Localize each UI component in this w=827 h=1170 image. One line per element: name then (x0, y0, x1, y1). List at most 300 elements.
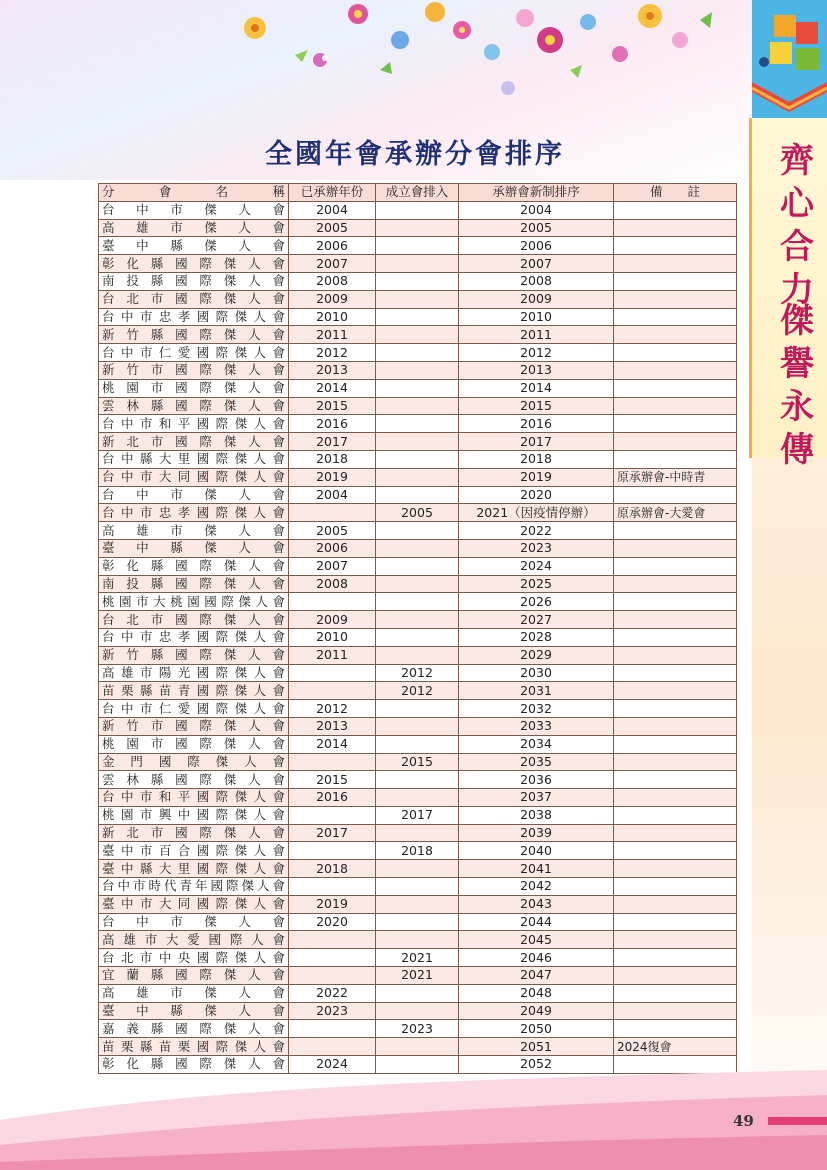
table-row (99, 255, 737, 273)
cell-new-order: 2045 (459, 931, 614, 949)
cell-new-order: 2027 (459, 611, 614, 629)
cell-note (614, 913, 737, 931)
cell-held-year: 2017 (289, 433, 376, 451)
table-row (99, 664, 737, 682)
cell-new-order: 2030 (459, 664, 614, 682)
cell-new-order: 2046 (459, 949, 614, 967)
table-row (99, 771, 737, 789)
cell-new-order: 2004 (459, 201, 614, 219)
cell-note (614, 219, 737, 237)
cell-note (614, 557, 737, 575)
cell-branch-name: 台中市忠孝國際傑人會 (99, 504, 289, 522)
table-row (99, 219, 737, 237)
cell-held-year: 2010 (289, 308, 376, 326)
cell-held-year (289, 593, 376, 611)
cell-held-year: 2019 (289, 895, 376, 913)
cell-held-year: 2015 (289, 397, 376, 415)
cell-founded (376, 486, 459, 504)
cell-founded (376, 717, 459, 735)
cell-note (614, 344, 737, 362)
cell-new-order: 2043 (459, 895, 614, 913)
cell-held-year: 2006 (289, 237, 376, 255)
cell-founded (376, 361, 459, 379)
cell-held-year: 2018 (289, 450, 376, 468)
cell-branch-name: 新竹縣國際傑人會 (99, 326, 289, 344)
cell-founded (376, 219, 459, 237)
cell-held-year: 2008 (289, 575, 376, 593)
cell-founded (376, 344, 459, 362)
cell-branch-name: 金門國際傑人會 (99, 753, 289, 771)
cell-note (614, 201, 737, 219)
cell-held-year (289, 682, 376, 700)
cell-held-year: 2023 (289, 1002, 376, 1020)
cell-note (614, 628, 737, 646)
cell-founded (376, 397, 459, 415)
table-row (99, 522, 737, 540)
side-title-top: 齊 心 合 力 (780, 141, 814, 310)
cell-founded: 2012 (376, 682, 459, 700)
cell-new-order: 2052 (459, 1056, 614, 1074)
cell-branch-name: 台 中 市 傑 人 會 (99, 913, 289, 931)
cell-new-order: 2016 (459, 415, 614, 433)
table-row (99, 1002, 737, 1020)
table-row (99, 433, 737, 451)
cell-founded (376, 326, 459, 344)
cell-branch-name: 臺 中 縣 傑 人 會 (99, 1002, 289, 1020)
cell-branch-name: 台中縣大里國際傑人會 (99, 450, 289, 468)
cell-founded: 2005 (376, 504, 459, 522)
cell-held-year (289, 504, 376, 522)
cell-new-order: 2026 (459, 593, 614, 611)
table-row (99, 468, 737, 486)
table-row (99, 290, 737, 308)
cell-new-order: 2033 (459, 717, 614, 735)
cell-note (614, 575, 737, 593)
table-row (99, 682, 737, 700)
cell-founded (376, 735, 459, 753)
cell-new-order: 2048 (459, 984, 614, 1002)
cell-note (614, 646, 737, 664)
cell-new-order: 2028 (459, 628, 614, 646)
cell-branch-name: 臺 中 縣 傑 人 會 (99, 237, 289, 255)
cell-new-order: 2017 (459, 433, 614, 451)
cell-founded (376, 895, 459, 913)
cell-new-order: 2020 (459, 486, 614, 504)
cell-founded (376, 308, 459, 326)
cell-held-year: 2016 (289, 789, 376, 807)
cell-branch-name: 南投縣國際傑人會 (99, 272, 289, 290)
table-row (99, 789, 737, 807)
cell-held-year (289, 664, 376, 682)
cell-new-order: 2023 (459, 539, 614, 557)
table-row (99, 913, 737, 931)
cell-new-order: 2040 (459, 842, 614, 860)
cell-note (614, 290, 737, 308)
cell-held-year (289, 967, 376, 985)
cell-note (614, 949, 737, 967)
cell-held-year: 2013 (289, 361, 376, 379)
cell-held-year: 2004 (289, 201, 376, 219)
side-title-bottom: 傑 譽 永 傳 (780, 301, 814, 470)
cell-note (614, 255, 737, 273)
cell-branch-name: 高 雄 市 傑 人 會 (99, 984, 289, 1002)
cell-note (614, 895, 737, 913)
cell-founded (376, 789, 459, 807)
table-row (99, 611, 737, 629)
cell-branch-name: 台 中 市 傑 人 會 (99, 201, 289, 219)
cell-new-order: 2035 (459, 753, 614, 771)
table-row (99, 878, 737, 896)
table-row (99, 504, 737, 522)
cell-founded (376, 255, 459, 273)
table-row (99, 593, 737, 611)
cell-note (614, 593, 737, 611)
cell-founded: 2017 (376, 806, 459, 824)
cell-branch-name: 新北市國際傑人會 (99, 824, 289, 842)
cell-branch-name: 彰化縣國際傑人會 (99, 557, 289, 575)
cell-founded (376, 860, 459, 878)
cell-held-year: 2020 (289, 913, 376, 931)
cell-held-year (289, 878, 376, 896)
flower-decoration (230, 0, 750, 110)
cell-note (614, 611, 737, 629)
cell-branch-name: 台中市大同國際傑人會 (99, 468, 289, 486)
cell-new-order: 2036 (459, 771, 614, 789)
cell-new-order: 2012 (459, 344, 614, 362)
cell-held-year: 2011 (289, 646, 376, 664)
cell-founded: 2018 (376, 842, 459, 860)
cell-note (614, 682, 737, 700)
cell-held-year: 2005 (289, 219, 376, 237)
cell-held-year: 2015 (289, 771, 376, 789)
cell-note (614, 237, 737, 255)
page-number: 49 (733, 1112, 754, 1130)
header-note: 備 註 (614, 184, 737, 202)
puzzle-decoration (752, 0, 827, 120)
table-row (99, 717, 737, 735)
cell-branch-name: 台北市中央國際傑人會 (99, 949, 289, 967)
cell-new-order: 2011 (459, 326, 614, 344)
cell-new-order: 2042 (459, 878, 614, 896)
cell-founded (376, 272, 459, 290)
cell-note (614, 486, 737, 504)
cell-note (614, 789, 737, 807)
cell-new-order: 2044 (459, 913, 614, 931)
cell-new-order: 2018 (459, 450, 614, 468)
cell-branch-name: 台中市和平國際傑人會 (99, 415, 289, 433)
cell-new-order: 2019 (459, 468, 614, 486)
cell-branch-name: 桃園市大桃園國際傑人會 (99, 593, 289, 611)
cell-new-order: 2024 (459, 557, 614, 575)
cell-branch-name: 台中市忠孝國際傑人會 (99, 628, 289, 646)
cell-held-year: 2013 (289, 717, 376, 735)
cell-note (614, 931, 737, 949)
cell-branch-name: 彰化縣國際傑人會 (99, 255, 289, 273)
cell-founded (376, 824, 459, 842)
cell-founded (376, 1002, 459, 1020)
cell-new-order: 2015 (459, 397, 614, 415)
cell-note (614, 522, 737, 540)
cell-note (614, 397, 737, 415)
cell-founded (376, 415, 459, 433)
cell-new-order: 2005 (459, 219, 614, 237)
cell-held-year (289, 931, 376, 949)
cell-founded (376, 468, 459, 486)
cell-branch-name: 桃園市國際傑人會 (99, 379, 289, 397)
cell-held-year: 2024 (289, 1056, 376, 1074)
cell-founded: 2021 (376, 949, 459, 967)
cell-held-year: 2019 (289, 468, 376, 486)
cell-held-year: 2011 (289, 326, 376, 344)
cell-founded: 2012 (376, 664, 459, 682)
table-row (99, 397, 737, 415)
cell-new-order: 2014 (459, 379, 614, 397)
table-row (99, 646, 737, 664)
cell-branch-name: 雲林縣國際傑人會 (99, 771, 289, 789)
table-row (99, 984, 737, 1002)
cell-branch-name: 新北市國際傑人會 (99, 433, 289, 451)
cell-branch-name: 桃園市國際傑人會 (99, 735, 289, 753)
cell-founded: 2015 (376, 753, 459, 771)
table-row (99, 949, 737, 967)
table-row (99, 272, 737, 290)
cell-held-year: 2006 (289, 539, 376, 557)
table-row (99, 450, 737, 468)
cell-note: 原承辦會-大愛會 (614, 504, 737, 522)
cell-note (614, 664, 737, 682)
cell-held-year: 2005 (289, 522, 376, 540)
cell-note (614, 272, 737, 290)
cell-note (614, 1020, 737, 1038)
cell-held-year (289, 949, 376, 967)
cell-note (614, 878, 737, 896)
table-row (99, 931, 737, 949)
cell-held-year: 2004 (289, 486, 376, 504)
cell-new-order: 2021（因疫情停辦） (459, 504, 614, 522)
cell-note (614, 361, 737, 379)
cell-note (614, 842, 737, 860)
table-row (99, 860, 737, 878)
cell-held-year: 2014 (289, 735, 376, 753)
cell-held-year (289, 806, 376, 824)
cell-held-year: 2017 (289, 824, 376, 842)
cell-note (614, 771, 737, 789)
cell-new-order: 2006 (459, 237, 614, 255)
cell-founded (376, 771, 459, 789)
cell-held-year (289, 753, 376, 771)
header-new-order: 承辦會新制排序 (459, 184, 614, 202)
table-body (99, 201, 737, 1073)
cell-new-order: 2049 (459, 1002, 614, 1020)
cell-founded (376, 450, 459, 468)
footer-wave (0, 1050, 827, 1170)
table-row (99, 895, 737, 913)
table-row (99, 326, 737, 344)
table-row (99, 201, 737, 219)
cell-note (614, 967, 737, 985)
cell-branch-name: 台中市忠孝國際傑人會 (99, 308, 289, 326)
cell-held-year: 2009 (289, 611, 376, 629)
cell-branch-name: 臺中市大同國際傑人會 (99, 895, 289, 913)
cell-branch-name: 彰化縣國際傑人會 (99, 1056, 289, 1074)
cell-founded (376, 522, 459, 540)
table-row (99, 753, 737, 771)
ranking-table (98, 183, 737, 1074)
cell-founded (376, 931, 459, 949)
cell-founded (376, 290, 459, 308)
cell-held-year: 2008 (289, 272, 376, 290)
cell-branch-name: 桃園市興中國際傑人會 (99, 806, 289, 824)
cell-note: 原承辦會-中時青 (614, 468, 737, 486)
cell-founded: 2021 (376, 967, 459, 985)
cell-held-year: 2018 (289, 860, 376, 878)
cell-branch-name: 南投縣國際傑人會 (99, 575, 289, 593)
cell-founded (376, 878, 459, 896)
cell-held-year (289, 842, 376, 860)
cell-held-year: 2009 (289, 290, 376, 308)
page-title: 全國年會承辦分會排序 (265, 139, 565, 170)
cell-note (614, 308, 737, 326)
table-row (99, 486, 737, 504)
cell-branch-name: 高雄市大愛國際人會 (99, 931, 289, 949)
cell-note (614, 717, 737, 735)
cell-held-year: 2010 (289, 628, 376, 646)
cell-note (614, 735, 737, 753)
table-row (99, 237, 737, 255)
cell-new-order: 2013 (459, 361, 614, 379)
cell-note (614, 433, 737, 451)
cell-note (614, 860, 737, 878)
cell-branch-name: 臺中市百合國際傑人會 (99, 842, 289, 860)
cell-held-year (289, 1020, 376, 1038)
cell-new-order: 2050 (459, 1020, 614, 1038)
table-row (99, 700, 737, 718)
cell-new-order: 2034 (459, 735, 614, 753)
cell-new-order: 2031 (459, 682, 614, 700)
cell-new-order: 2009 (459, 290, 614, 308)
cell-held-year: 2007 (289, 557, 376, 575)
table-row (99, 1020, 737, 1038)
table-row (99, 379, 737, 397)
cell-new-order: 2047 (459, 967, 614, 985)
cell-branch-name: 新竹市國際傑人會 (99, 717, 289, 735)
cell-note (614, 753, 737, 771)
cell-held-year: 2016 (289, 415, 376, 433)
cell-new-order: 2051 (459, 1038, 614, 1056)
cell-held-year: 2012 (289, 344, 376, 362)
cell-founded (376, 379, 459, 397)
cell-note (614, 415, 737, 433)
cell-branch-name: 嘉義縣國際傑人會 (99, 1020, 289, 1038)
cell-founded (376, 628, 459, 646)
cell-founded (376, 700, 459, 718)
header-held-year: 已承辦年份 (289, 184, 376, 202)
cell-founded (376, 593, 459, 611)
cell-note (614, 984, 737, 1002)
table-row (99, 361, 737, 379)
table-row (99, 539, 737, 557)
cell-new-order: 2022 (459, 522, 614, 540)
cell-founded (376, 237, 459, 255)
cell-founded (376, 646, 459, 664)
cell-branch-name: 高 雄 市 傑 人 會 (99, 219, 289, 237)
cell-branch-name: 苗栗縣苗青國際傑人會 (99, 682, 289, 700)
cell-founded: 2023 (376, 1020, 459, 1038)
table-row (99, 842, 737, 860)
cell-branch-name: 台中市仁愛國際傑人會 (99, 700, 289, 718)
cell-note (614, 326, 737, 344)
table-row (99, 557, 737, 575)
cell-new-order: 2025 (459, 575, 614, 593)
table-header-row (99, 184, 737, 202)
cell-branch-name: 台 中 市 傑 人 會 (99, 486, 289, 504)
cell-note (614, 450, 737, 468)
cell-note (614, 824, 737, 842)
cell-founded (376, 557, 459, 575)
cell-new-order: 2010 (459, 308, 614, 326)
cell-note (614, 379, 737, 397)
cell-note (614, 1002, 737, 1020)
table-row (99, 967, 737, 985)
cell-branch-name: 新竹市國際傑人會 (99, 361, 289, 379)
table-row (99, 575, 737, 593)
cell-new-order: 2038 (459, 806, 614, 824)
cell-founded (376, 539, 459, 557)
cell-new-order: 2032 (459, 700, 614, 718)
cell-new-order: 2039 (459, 824, 614, 842)
cell-new-order: 2008 (459, 272, 614, 290)
cell-branch-name: 新竹縣國際傑人會 (99, 646, 289, 664)
cell-branch-name: 台北市國際傑人會 (99, 290, 289, 308)
header-name: 分 會 名 稱 (99, 184, 289, 202)
cell-branch-name: 台中市時代青年國際傑人會 (99, 878, 289, 896)
cell-founded (376, 201, 459, 219)
cell-founded (376, 433, 459, 451)
cell-held-year: 2012 (289, 700, 376, 718)
table-row (99, 308, 737, 326)
cell-branch-name: 台中市和平國際傑人會 (99, 789, 289, 807)
cell-branch-name: 雲林縣國際傑人會 (99, 397, 289, 415)
table-row (99, 344, 737, 362)
table-row (99, 415, 737, 433)
cell-held-year: 2022 (289, 984, 376, 1002)
cell-branch-name: 台中市仁愛國際傑人會 (99, 344, 289, 362)
cell-branch-name: 臺中縣大里國際傑人會 (99, 860, 289, 878)
page-number-bar (768, 1117, 827, 1125)
cell-new-order: 2037 (459, 789, 614, 807)
table-row (99, 735, 737, 753)
cell-held-year: 2014 (289, 379, 376, 397)
cell-branch-name: 宜蘭縣國際傑人會 (99, 967, 289, 985)
table-row (99, 824, 737, 842)
cell-branch-name: 臺 中 縣 傑 人 會 (99, 539, 289, 557)
cell-branch-name: 高 雄 市 傑 人 會 (99, 522, 289, 540)
cell-note: 2024復會 (614, 1038, 737, 1056)
cell-held-year: 2007 (289, 255, 376, 273)
cell-founded (376, 913, 459, 931)
cell-note (614, 700, 737, 718)
header-founded: 成立會排入 (376, 184, 459, 202)
cell-branch-name: 苗栗縣苗栗國際傑人會 (99, 1038, 289, 1056)
cell-founded (376, 984, 459, 1002)
table-row (99, 806, 737, 824)
cell-founded (376, 611, 459, 629)
cell-note (614, 806, 737, 824)
cell-branch-name: 台北市國際傑人會 (99, 611, 289, 629)
cell-branch-name: 高雄市陽光國際傑人會 (99, 664, 289, 682)
cell-note (614, 539, 737, 557)
cell-founded (376, 575, 459, 593)
